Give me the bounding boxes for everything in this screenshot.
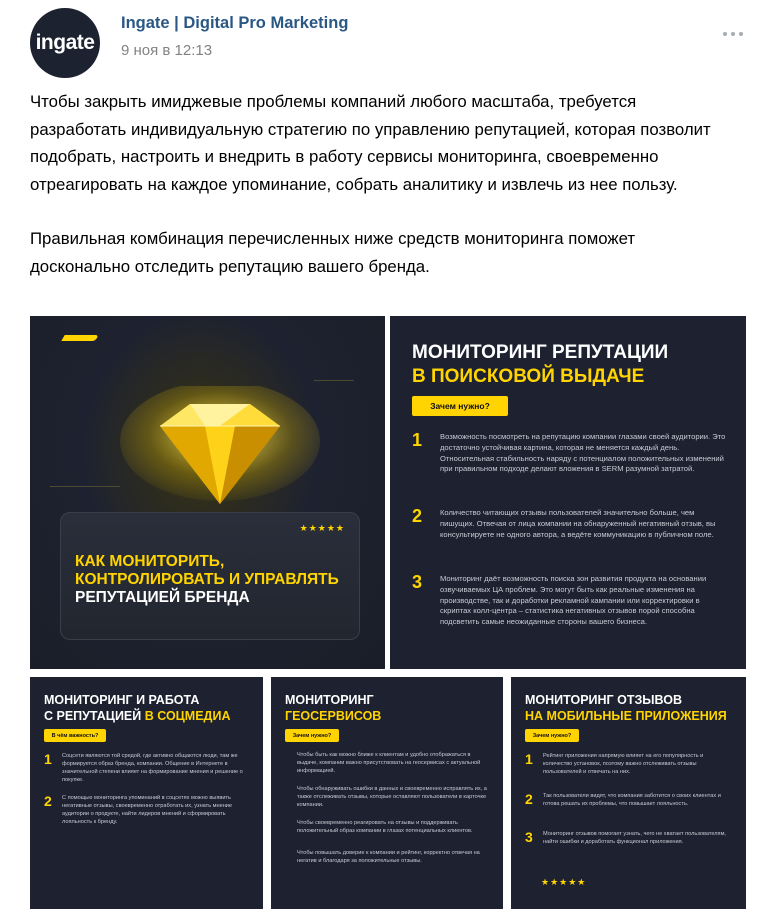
- card-title: МОНИТОРИНГ ОТЗЫВОВ: [525, 693, 682, 707]
- item-number: 2: [44, 793, 52, 809]
- why-badge: Зачем нужно?: [412, 396, 508, 416]
- item-number: 1: [44, 751, 52, 767]
- attachment-image-4[interactable]: [271, 677, 503, 909]
- item-text: Чтобы обнаруживать ошибки в данных и своевременно исправлять их, а также отслеживать отзывы, которые оставляют пользователи в карточке компании.: [297, 786, 487, 808]
- post-paragraph: Правильная комбинация перечисленных ниже средств мониторинга поможет досконально отследить репутацию вашего бренда.: [30, 229, 636, 276]
- card-title: МОНИТОРИНГ РЕПУТАЦИИ: [412, 342, 669, 363]
- card-title: КАК МОНИТОРИТЬ, КОНТРОЛИРОВАТЬ И УПРАВЛЯТЬ РЕПУТАЦИЕЙ БРЕНДА: [75, 553, 339, 606]
- item-text: Рейтинг приложения напрямую влияет на его популярность и количество установок, поэтому важно отслеживать отзывы пользователей и отвечать на них.: [543, 753, 704, 775]
- avatar[interactable]: [30, 8, 100, 78]
- attachment-image-5[interactable]: [511, 677, 746, 909]
- item-text: Чтобы своевременно реагировать на отзывы и поддерживать положительный образ компании в глазах потенциальных клиентов.: [297, 820, 473, 834]
- post-time[interactable]: 9 ноя в 12:13: [121, 42, 213, 59]
- decor-line: [50, 486, 120, 487]
- item-number: 2: [525, 791, 533, 807]
- item-text: Так пользователи видят, что компания заботится о своих клиентах и готова решать их проблемы, что повышает лояльность.: [543, 793, 721, 807]
- item-text: Соцсети являются той средой, где активно общаются люди, там же формируется образ бренда, компании. Общение в Интернете в значительной степени влияет на формирование мнения и решение о покупке.: [62, 753, 243, 783]
- attachment-image-1[interactable]: [30, 316, 385, 669]
- diamond-icon: [120, 386, 320, 516]
- rating-stars: ★★★★★: [541, 877, 587, 887]
- item-text: Возможность посмотреть на репутацию компании глазами своей аудитории. Это достаточно устойчивая картина, которая не меняется каждый день. Относительная стабильность наряду с потенциалом положительных изменений при правильном подходе делают вложения в SERM разумной затратой.: [440, 432, 726, 474]
- card-subtitle: НА МОБИЛЬНЫЕ ПРИЛОЖЕНИЯ: [525, 709, 727, 723]
- why-badge: В чём важность?: [44, 729, 106, 742]
- rating-stars: ★★★★★: [299, 523, 345, 533]
- item-text: Количество читающих отзывы пользователей значительно больше, чем пишущих. Отвечая от лица компании на обнаруженный негативный отзыв, вы консультируете не одного автора, а ведёте коммуникацию в публичном поле.: [440, 508, 716, 539]
- more-options-icon[interactable]: [718, 24, 748, 44]
- item-text: Чтобы быть как можно ближе к клиентам и удобно отображаться в выдаче, компании важно присутствовать на геосервисах с актуальной информацией.: [297, 752, 481, 774]
- item-number: 1: [525, 751, 533, 767]
- item-text: Мониторинг отзывов помогает узнать, чего не хватает пользователям, найти ошибки и доработать функционал приложения.: [543, 831, 726, 845]
- brand-swoosh: [61, 335, 98, 341]
- why-badge: Зачем нужно?: [285, 729, 339, 742]
- item-text: С помощью мониторинга упоминаний в соцсетях можно выявить негативные отзывы, своевременно отработать их, узнать мнение аудитории о продукте, найти лидеров мнений и сформировать лояльность к бренду.: [62, 795, 233, 825]
- item-number: 1: [412, 430, 423, 450]
- item-number: 3: [525, 829, 533, 845]
- post-header: [22, 6, 752, 74]
- card-subtitle: ГЕОСЕРВИСОВ: [285, 709, 382, 723]
- decor-line: [314, 380, 354, 381]
- post-paragraph: Чтобы закрыть имиджевые проблемы компаний любого масштаба, требуется разработать индивидуальную стратегию по управлению репутацией, которая позволит подобрать, настроить и внедрить в работу сервисы мониторинга, своевременно отреагировать на каждое упоминание, собрать аналитику и извлечь из нее пользу.: [30, 92, 711, 194]
- attachment-image-3[interactable]: [30, 677, 263, 909]
- headline-box: [60, 512, 360, 640]
- post-text: [30, 88, 730, 307]
- item-text: Чтобы повышать доверие к компании и рейтинг, корректно отвечая на негатив и благодаря за положительные отзывы.: [297, 850, 480, 864]
- item-text: Мониторинг даёт возможность поиска зон развития продукта на основании озвучиваемых ЦА проблем. Это могут быть как реальные изменения на производстве, так и доработки рекламной кампании или корректировки в скриптах колл-центра – статистика негативных отзывов порой способна подсветить самые неожиданные стороны вашего бизнеса.: [440, 574, 707, 627]
- card-title: МОНИТОРИНГ: [285, 693, 374, 707]
- item-number: 2: [412, 506, 423, 526]
- attachment-image-2[interactable]: [390, 316, 746, 669]
- card-subtitle: В ПОИСКОВОЙ ВЫДАЧЕ: [412, 366, 645, 387]
- card-subtitle: С РЕПУТАЦИЕЙ В СОЦМЕДИА: [44, 709, 231, 723]
- why-badge: Зачем нужно?: [525, 729, 579, 742]
- card-title: МОНИТОРИНГ И РАБОТА: [44, 693, 200, 707]
- item-number: 3: [412, 572, 423, 592]
- author-name-link[interactable]: Ingate | Digital Pro Marketing: [121, 14, 349, 32]
- ingate-logo: ingate: [35, 31, 95, 54]
